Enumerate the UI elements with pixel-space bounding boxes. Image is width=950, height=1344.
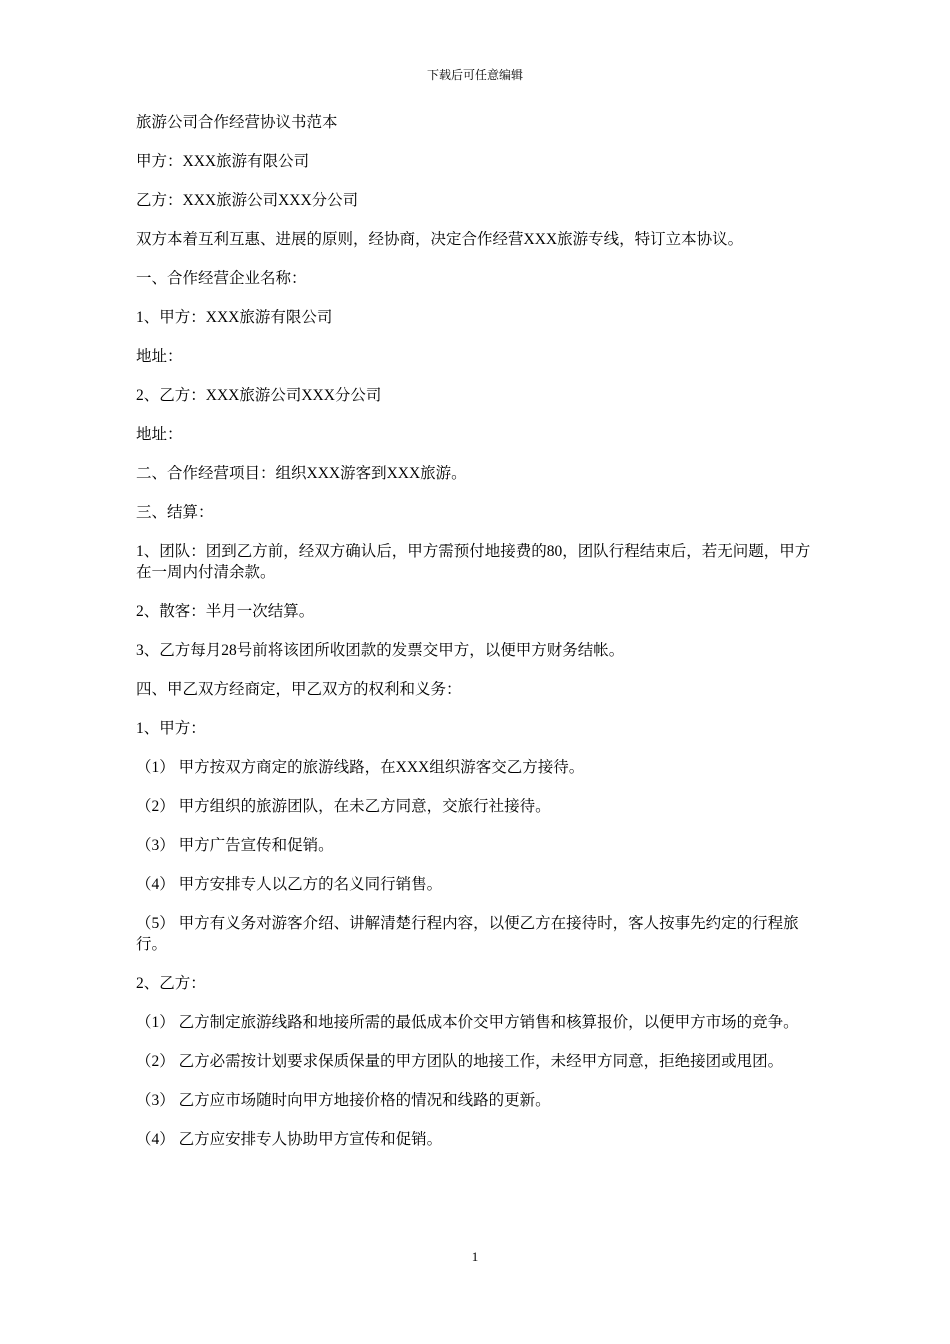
section-1-party-a: 1、甲方：XXX旅游有限公司 [136,309,333,326]
section-1-party-b: 2、乙方：XXX旅游公司XXX分公司 [136,387,382,404]
party-a-line: 甲方：XXX旅游有限公司 [136,153,310,170]
party-a-duty-3: （3） 甲方广告宣传和促销。 [136,837,334,854]
section-4-party-b-heading: 2、乙方： [136,975,206,992]
section-1-heading: 一、合作经营企业名称： [136,270,307,287]
section-4-party-a-heading: 1、甲方： [136,720,206,737]
section-3-item-1: 1、团队：团到乙方前，经双方确认后，甲方需预付地接费的80，团队行程结束后，若无问题，甲方在一周内付清余款。 [136,543,811,581]
section-1-party-b-address: 地址： [136,426,183,443]
party-a-duty-4: （4） 甲方安排专人以乙方的名义同行销售。 [136,876,443,893]
section-3-heading: 三、结算： [136,504,214,521]
party-a-duty-1: （1） 甲方按双方商定的旅游线路，在XXX组织游客交乙方接待。 [136,759,585,776]
section-2-heading: 二、合作经营项目：组织XXX游客到XXX旅游。 [136,465,467,482]
header-note: 下载后可任意编辑 [426,68,523,82]
party-b-duty-1: （1） 乙方制定旅游线路和地接所需的最低成本价交甲方销售和核算报价，以便甲方市场的竞争。 [136,1014,799,1031]
section-3-item-2: 2、散客：半月一次结算。 [136,603,315,620]
page-number: 1 [471,1249,479,1264]
section-1-party-a-address: 地址： [136,348,183,365]
section-3-item-3: 3、乙方每月28号前将该团所收团款的发票交甲方，以便甲方财务结帐。 [136,642,625,659]
party-b-duty-4: （4） 乙方应安排专人协助甲方宣传和促销。 [136,1131,443,1148]
party-b-duty-2: （2） 乙方必需按计划要求保质保量的甲方团队的地接工作，未经甲方同意，拒绝接团或甩团。 [136,1053,784,1070]
party-b-line: 乙方：XXX旅游公司XXX分公司 [136,192,359,209]
document-title: 旅游公司合作经营协议书范本 [136,114,338,131]
party-b-duty-3: （3） 乙方应市场随时向甲方地接价格的情况和线路的更新。 [136,1092,551,1109]
document-body [136,112,816,1168]
party-a-duty-2: （2） 甲方组织的旅游团队，在未乙方同意，交旅行社接待。 [136,798,551,815]
section-4-heading: 四、甲乙双方经商定，甲乙双方的权利和义务： [136,681,462,698]
preamble: 双方本着互利互惠、进展的原则，经协商，决定合作经营XXX旅游专线，特订立本协议。 [136,231,744,248]
party-a-duty-5: （5） 甲方有义务对游客介绍、讲解清楚行程内容，以便乙方在接待时，客人按事先约定的行程旅行。 [136,915,799,953]
